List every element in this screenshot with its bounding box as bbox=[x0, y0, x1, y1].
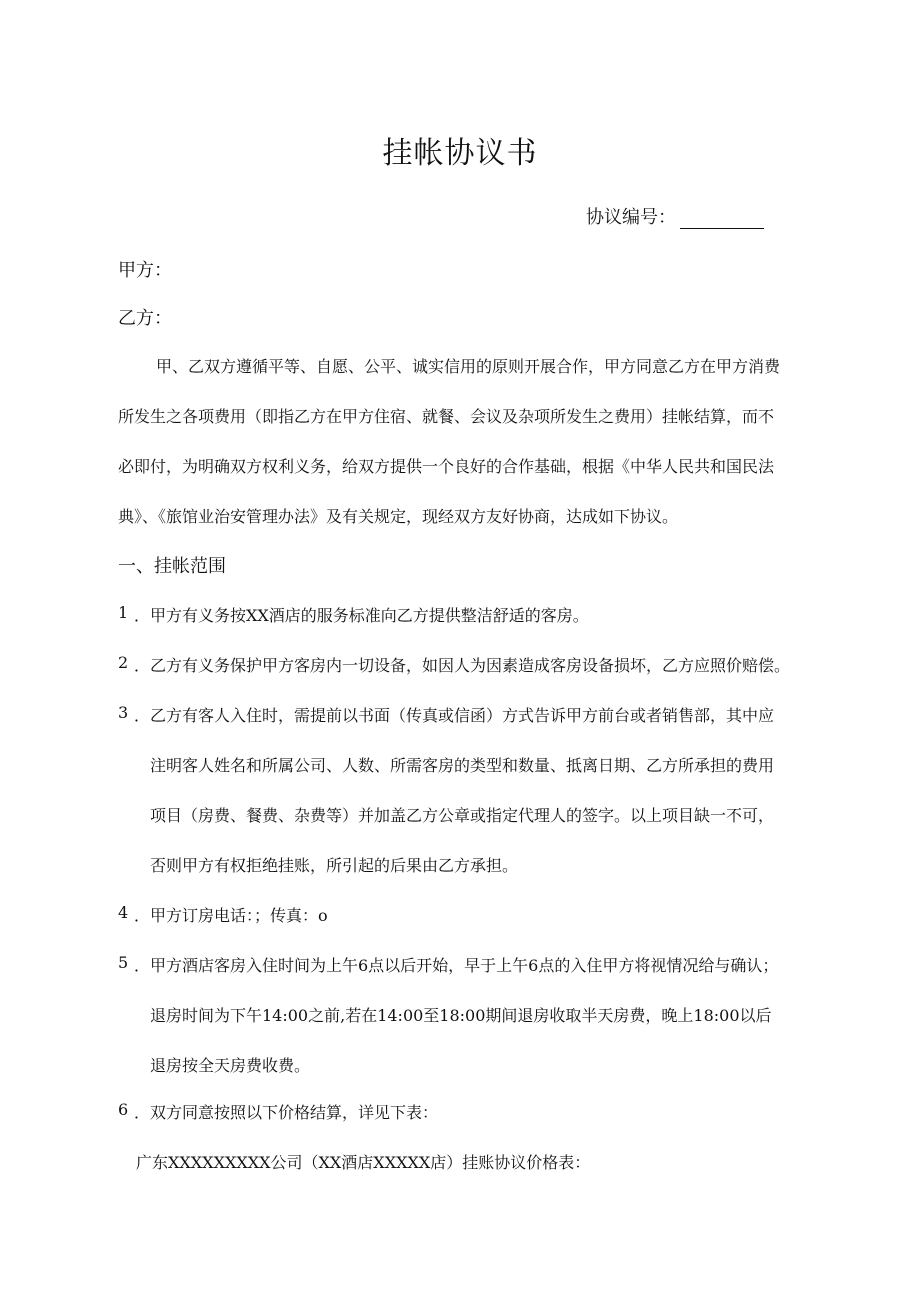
table-caption: 广东XXXXXXXXX公司（XX酒店XXXXX店）挂账协议价格表： bbox=[136, 1153, 591, 1172]
item-line: 注明客人姓名和所属公司、人数、所需客房的类型和数量、抵离日期、乙方所承担的费用 bbox=[150, 756, 775, 775]
agreement-number bbox=[586, 203, 764, 229]
item-line: ．乙方有客人入住时，需提前以书面（传真或信函）方式告诉甲方前台或者销售部，其中应 bbox=[134, 706, 775, 725]
intro-line: 典》、《旅馆业治安管理办法》及有关规定，现经双方友好协商，达成如下协议。 bbox=[118, 507, 679, 526]
section-heading: 一、挂帐范围 bbox=[118, 556, 226, 577]
item-number: 3 bbox=[118, 703, 129, 722]
item-number: 1 bbox=[118, 603, 129, 622]
party-b-label: 乙方： bbox=[118, 308, 172, 329]
intro-line: 甲、乙双方遵循平等、自愿、公平、诚实信用的原则开展合作，甲方同意乙方在甲方消费 bbox=[156, 357, 781, 376]
item-number: 4 bbox=[118, 903, 129, 922]
item-line: ．甲方订房电话：；传真：o bbox=[134, 906, 328, 925]
item-line: ．乙方有义务保护甲方客房内一切设备，如因人为因素造成客房设备损坏，乙方应照价赔偿。 bbox=[134, 656, 791, 675]
document-title: 挂帐协议书 bbox=[382, 136, 538, 171]
item-number: 2 bbox=[118, 653, 129, 672]
item-line: ．甲方有义务按XX酒店的服务标准向乙方提供整洁舒适的客房。 bbox=[134, 606, 589, 625]
agreement-number-label: 协议编号： bbox=[586, 207, 676, 228]
party-a-label: 甲方： bbox=[118, 260, 172, 281]
intro-line: 所发生之各项费用（即指乙方在甲方住宿、就餐、会议及杂项所发生之费用）挂帐结算，而不 bbox=[118, 407, 775, 426]
item-line: 退房时间为下午14:00之前,若在14:00至18:00期间退房收取半天房费，晚上18:00以后 bbox=[150, 1006, 772, 1025]
item-number: 6 bbox=[118, 1100, 129, 1119]
intro-line: 必即付，为明确双方权利义务，给双方提供一个良好的合作基础，根据《中华人民共和国民法 bbox=[118, 457, 775, 476]
agreement-number-blank bbox=[680, 210, 764, 229]
item-line: 否则甲方有权拒绝挂账，所引起的后果由乙方承担。 bbox=[150, 856, 519, 875]
item-line: ．双方同意按照以下价格结算，详见下表： bbox=[134, 1103, 439, 1122]
item-line: 项目（房费、餐费、杂费等）并加盖乙方公章或指定代理人的签字。以上项目缺一不可， bbox=[150, 806, 775, 825]
item-number: 5 bbox=[118, 953, 129, 972]
item-line: 退房按全天房费收费。 bbox=[150, 1056, 311, 1075]
item-line: ．甲方酒店客房入住时间为上午6点以后开始，早于上午6点的入住甲方将视情况给与确认； bbox=[134, 956, 779, 975]
